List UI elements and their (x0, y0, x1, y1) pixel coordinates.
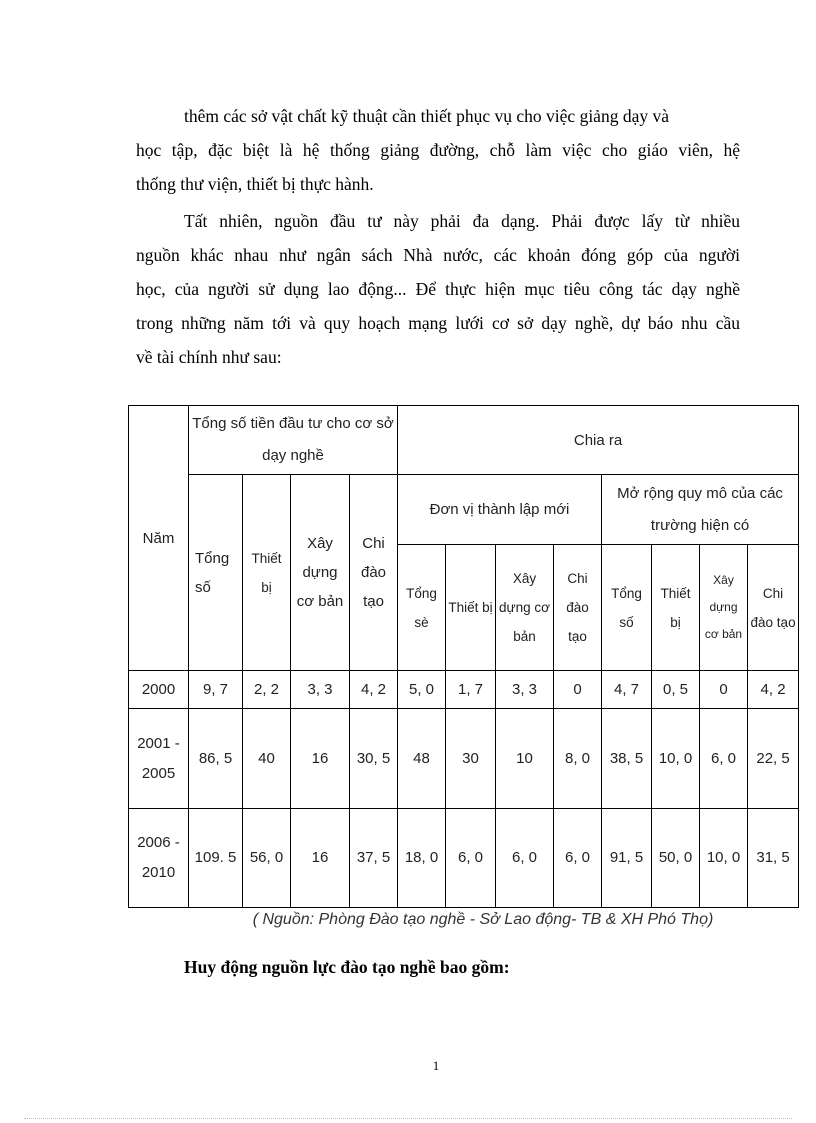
page-bottom-rule (24, 1118, 792, 1119)
value-cell: 4, 2 (748, 671, 799, 709)
value-cell: 10 (496, 709, 554, 809)
paragraph-1 (136, 99, 740, 201)
value-cell: 31, 5 (748, 809, 799, 908)
paragraph-1-line: học tập, đặc biệt là hệ thống giảng đường, chỗ làm việc cho giáo viên, hệ (136, 140, 740, 160)
value-cell: 3, 3 (291, 671, 350, 709)
header-expand-sub: Tổng số (602, 545, 652, 671)
value-cell: 16 (291, 709, 350, 809)
value-cell: 22, 5 (748, 709, 799, 809)
value-cell: 0 (700, 671, 748, 709)
header-new-units: Đơn vị thành lập mới (398, 475, 602, 545)
value-cell: 6, 0 (496, 809, 554, 908)
header-expand-sub: Xây dựng cơ bản (700, 545, 748, 671)
header-new-sub: Thiết bị (446, 545, 496, 671)
value-cell: 50, 0 (652, 809, 700, 908)
section-heading: Huy động nguồn lực đào tạo nghề bao gồm: (184, 957, 510, 977)
value-cell: 5, 0 (398, 671, 446, 709)
header-chia-ra: Chia ra (398, 406, 799, 475)
header-expand-sub: Chi đào tạo (748, 545, 799, 671)
paragraph-1-line: thêm các sở vật chất kỹ thuật cần thiết phục vụ cho việc giảng dạy và (184, 106, 669, 126)
value-cell: 48 (398, 709, 446, 809)
header-new-sub: Tổng sè (398, 545, 446, 671)
paragraph-1-line: thống thư viện, thiết bị thực hành. (136, 174, 374, 194)
value-cell: 18, 0 (398, 809, 446, 908)
value-cell: 56, 0 (243, 809, 291, 908)
value-cell: 37, 5 (350, 809, 398, 908)
paragraph-2-line: Tất nhiên, nguồn đầu tư này phải đa dạng. Phải được lấy từ nhiều (184, 211, 740, 231)
value-cell: 86, 5 (189, 709, 243, 809)
page-number: 1 (432, 1058, 440, 1073)
finance-table (128, 405, 799, 908)
value-cell: 6, 0 (700, 709, 748, 809)
value-cell: 10, 0 (700, 809, 748, 908)
value-cell: 9, 7 (189, 671, 243, 709)
header-expand-sub: Thiết bị (652, 545, 700, 671)
source-note: ( Nguồn: Phòng Đào tạo nghề - Sở Lao động- TB & XH Phó Thọ) (252, 911, 714, 928)
header-total-sub: Xây dựng cơ bản (291, 475, 350, 671)
header-total-sub: Thiết bị (243, 475, 291, 671)
value-cell: 16 (291, 809, 350, 908)
value-cell: 1, 7 (446, 671, 496, 709)
paragraph-2-line: học, của người sử dụng lao động... Để thực hiện mục tiêu công tác dạy nghề (136, 279, 740, 299)
value-cell: 0, 5 (652, 671, 700, 709)
value-cell: 0 (554, 671, 602, 709)
paragraph-2-line: trong những năm tới và quy hoạch mạng lưới cơ sở dạy nghề, dự báo nhu cầu (136, 313, 740, 333)
header-year: Năm (129, 406, 189, 671)
value-cell: 91, 5 (602, 809, 652, 908)
header-total-sub: Chi đào tạo (350, 475, 398, 671)
header-new-sub: Xây dựng cơ bản (496, 545, 554, 671)
year-cell: 2001 - 2005 (129, 709, 189, 809)
year-cell: 2000 (129, 671, 189, 709)
value-cell: 30, 5 (350, 709, 398, 809)
table-row (129, 709, 799, 809)
header-total-investment: Tổng số tiền đầu tư cho cơ sở dạy nghề (189, 406, 398, 475)
year-cell: 2006 - 2010 (129, 809, 189, 908)
value-cell: 38, 5 (602, 709, 652, 809)
table-row (129, 671, 799, 709)
value-cell: 2, 2 (243, 671, 291, 709)
value-cell: 109. 5 (189, 809, 243, 908)
value-cell: 30 (446, 709, 496, 809)
value-cell: 3, 3 (496, 671, 554, 709)
value-cell: 6, 0 (446, 809, 496, 908)
paragraph-2-line: về tài chính như sau: (136, 347, 282, 367)
header-total-sub: Tổng số (189, 475, 243, 671)
value-cell: 8, 0 (554, 709, 602, 809)
paragraph-2-line: nguồn khác nhau như ngân sách Nhà nước, các khoản đóng góp của người (136, 245, 740, 265)
value-cell: 4, 2 (350, 671, 398, 709)
header-new-sub: Chi đào tạo (554, 545, 602, 671)
paragraph-2 (136, 204, 740, 374)
value-cell: 6, 0 (554, 809, 602, 908)
value-cell: 4, 7 (602, 671, 652, 709)
value-cell: 10, 0 (652, 709, 700, 809)
table-row (129, 809, 799, 908)
value-cell: 40 (243, 709, 291, 809)
header-expand: Mở rộng quy mô của các trường hiện có (602, 475, 799, 545)
